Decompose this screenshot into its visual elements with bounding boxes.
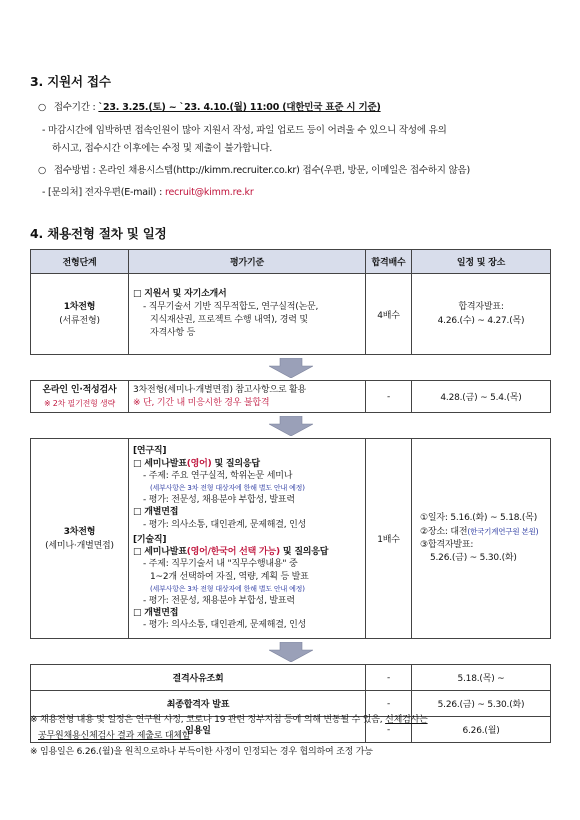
stage3-row: [31, 439, 551, 639]
row-label: 결격사유조회: [31, 665, 366, 691]
stage3-sub: (세미나·개별면접): [45, 540, 114, 551]
row-schedule: 5.26.(금) ~ 5.30.(화): [412, 691, 551, 717]
stage3-name: 3차전형: [63, 526, 96, 537]
stage1-crit-line: - 직무기술서 기반 직무적합도, 연구실적(논문,: [143, 302, 319, 312]
receipt-period-line: [38, 101, 381, 115]
tech-seminar: □ 세미나발표(영어/한국어 선택 가능) 및 질의응답: [133, 547, 329, 558]
stage3-name-cell: [31, 439, 129, 639]
row-multiple: -: [366, 717, 412, 743]
stage1-crit-line: 지식재산권, 프로젝트 수행 내역), 경력 및: [150, 315, 308, 325]
note-2: ※ 임용일은 6.26.(월)을 원칙으로하나 부득이한 사정이 인정되는 경우 협의하여 조정 가능: [30, 747, 373, 757]
tech-tag: [기술직]: [133, 534, 167, 545]
down-arrow-icon: [269, 642, 313, 662]
stage3-sched-result-date: 5.26.(금) ~ 5.30.(화): [430, 553, 517, 563]
period-label: 접수기간 :: [53, 102, 96, 113]
note-1-cont: 공무원채용신체검사 결과 제출로 대체함: [38, 731, 191, 741]
stage1-row: [31, 274, 551, 355]
row-multiple: -: [366, 665, 412, 691]
stage2-sub: ※ 2차 필기전형 생략: [43, 398, 116, 408]
research-topic: - 주제: 주요 연구실적, 학위논문 세미나: [143, 470, 293, 481]
table-row: [31, 691, 551, 717]
arrow-row: [31, 639, 551, 665]
stage1-crit-title: □ 지원서 및 자기소개서: [133, 289, 227, 299]
section-4-title: 4. 채용전형 절차 및 일정: [30, 226, 167, 241]
research-eval: - 평가: 전문성, 채용분야 부합성, 발표력: [143, 495, 295, 506]
stage1-name: 1차전형: [63, 302, 96, 312]
stage1-sub: (서류전형): [59, 316, 100, 326]
tech-eval: - 평가: 전문성, 채용분야 부합성, 발표력: [143, 595, 295, 606]
research-seminar: □ 세미나발표(영어) 및 질의응답: [133, 458, 260, 469]
row-schedule: 6.26.(월): [412, 717, 551, 743]
stage3-sched-date: ①일자: 5.16.(화) ~ 5.18.(목): [420, 513, 538, 523]
down-arrow-icon: [269, 416, 313, 436]
contact-label: - [문의처] 전자우편(E-mail) :: [42, 187, 163, 198]
method-text: 접수방법 : 온라인 채용시스템(http://kimm.recruiter.co.kr) 접수(우편, 방문, 이메일은 접수하지 않음): [53, 165, 471, 176]
contact-line: [42, 186, 254, 200]
stage3-multiple: 1배수: [366, 439, 412, 639]
row-multiple: -: [366, 691, 412, 717]
stage1-name-cell: [31, 274, 129, 355]
tech-topic-2: 1~2개 선택하여 자질, 역량, 계획 등 발표: [150, 571, 309, 582]
stage2-name: 온라인 인·적성검사: [42, 384, 117, 395]
section-3-title: 3. 지원서 접수: [30, 74, 111, 89]
table-row: [31, 665, 551, 691]
receipt-method-line: [38, 164, 470, 178]
circle-bullet-icon: ○: [38, 102, 47, 113]
research-topic-note: (세부사항은 3차 전형 대상자에 한해 별도 안내 예정): [150, 484, 305, 493]
stage1-schedule-cell: [412, 274, 551, 355]
research-tag: [연구직]: [133, 446, 167, 457]
stage1-criteria-cell: [129, 274, 366, 355]
stage2-schedule: 4.28.(금) ~ 5.4.(목): [412, 381, 551, 413]
tech-topic-note: (세부사항은 3차 전형 대상자에 한해 별도 안내 예정): [150, 584, 305, 593]
stage2-multiple: -: [366, 381, 412, 413]
tech-interview-eval: - 평가: 의사소통, 대인관계, 문제해결, 인성: [143, 620, 307, 631]
note-1: ※ 채용전형 내용 및 일정은 연구원 사정, 코로나 19 관련 정부지침 등에 의해 변동될 수 있음, 신체검사는: [30, 715, 428, 725]
stage1-sched-label: 합격자발표:: [458, 302, 504, 312]
stage3-sched-place: ②장소: 대전(한국기계연구원 본원): [420, 527, 539, 537]
header-criteria: 평가기준: [129, 250, 366, 274]
stage1-sched-date: 4.26.(수) ~ 4.27.(목): [437, 316, 525, 326]
stage2-crit-1: 3차전형(세미나·개별면접) 참고사항으로 활용: [133, 384, 307, 395]
tech-topic-1: - 주제: 직무기술서 내 "직무수행내용" 중: [143, 559, 298, 570]
arrow-row: [31, 355, 551, 381]
research-interview-eval: - 평가: 의사소통, 대인관계, 문제해결, 인성: [143, 519, 307, 530]
down-arrow-icon: [269, 358, 313, 378]
stage1-crit-line: 자격사항 등: [150, 328, 196, 338]
row-schedule: 5.18.(목) ~: [412, 665, 551, 691]
deadline-note-2: 하시고, 접수시간 이후에는 수정 및 제출이 불가합니다.: [52, 143, 273, 154]
stage2-name-cell: [31, 381, 129, 413]
header-stage: 전형단계: [31, 250, 129, 274]
row-label: 임용일: [31, 717, 366, 743]
tech-interview: □ 개별면접: [133, 608, 179, 619]
selection-process-table: [30, 249, 551, 743]
deadline-note-1: - 마감시간에 임박하면 접속인원이 많아 지원서 작성, 파일 업로드 등이 어려울 수 있으니 작성에 유의: [42, 125, 447, 136]
stage2-row: [31, 381, 551, 413]
stage3-criteria-cell: [129, 439, 366, 639]
table-header-row: [31, 250, 551, 274]
stage3-sched-result: ③합격자발표:: [420, 540, 474, 550]
stage2-criteria-cell: [129, 381, 366, 413]
stage1-multiple: 4배수: [366, 274, 412, 355]
research-interview: □ 개별면접: [133, 507, 179, 518]
stage3-schedule-cell: [412, 439, 551, 639]
period-value: `23. 3.25.(토) ~ `23. 4.10.(월) 11:00 (대한민국 표준 시 기준): [98, 102, 381, 113]
header-multiple: 합격배수: [366, 250, 412, 274]
circle-bullet-icon: ○: [38, 165, 47, 176]
arrow-row: [31, 413, 551, 439]
stage2-crit-2: ※ 단, 기간 내 미응시한 경우 불합격: [133, 397, 270, 408]
contact-email-link[interactable]: recruit@kimm.re.kr: [164, 187, 254, 198]
header-schedule: 일정 및 장소: [412, 250, 551, 274]
row-label: 최종합격자 발표: [31, 691, 366, 717]
